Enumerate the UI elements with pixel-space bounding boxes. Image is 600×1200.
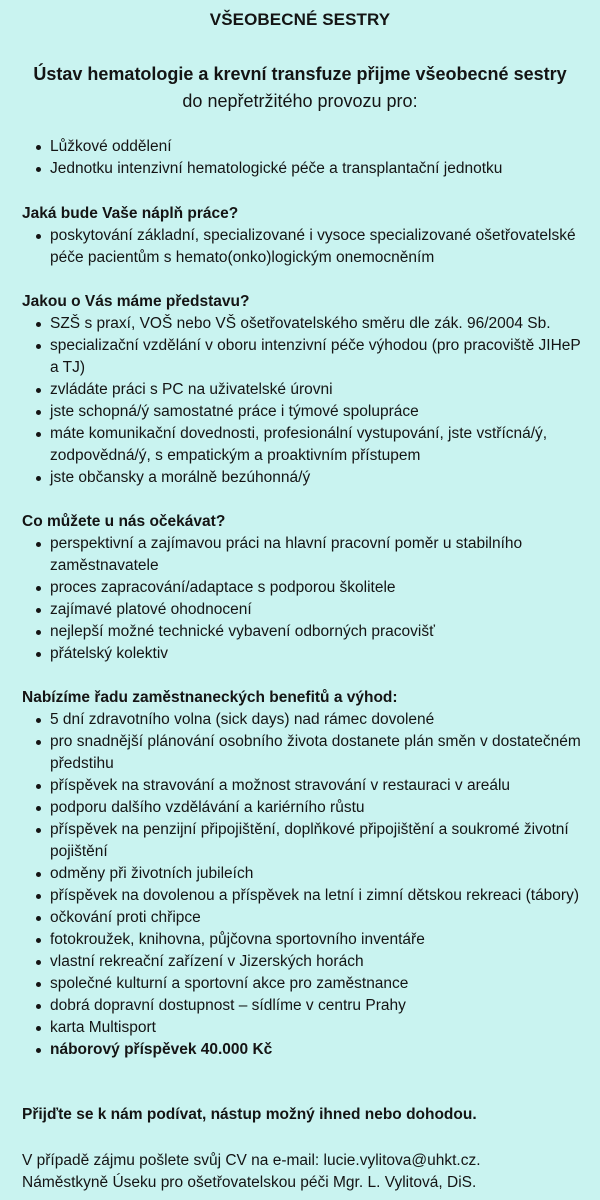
requirements-list — [22, 313, 582, 489]
lead-bold: Ústav hematologie a krevní transfuze přijme všeobecné sestry — [33, 64, 567, 84]
list-item: specializační vzdělání v oboru intenzivní péče výhodou (pro pracoviště JIHeP a TJ) — [50, 335, 582, 379]
list-item: příspěvek na penzijní připojištění, doplňkové připojištění a soukromé životní pojištění — [50, 819, 582, 863]
list-item: SZŠ s praxí, VOŠ nebo VŠ ošetřovatelského směru dle zák. 96/2004 Sb. — [50, 313, 582, 335]
list-item: karta Multisport — [50, 1017, 582, 1039]
list-item: přátelský kolektiv — [50, 643, 582, 665]
list-item: proces zapracování/adaptace s podporou školitele — [50, 577, 582, 599]
section-job-duties — [22, 203, 582, 269]
lead-regular: do nepřetržitého provozu pro: — [182, 91, 418, 111]
section-heading: Jaká bude Vaše náplň práce? — [22, 205, 239, 222]
contact-signature-line: Náměstkyně Úseku pro ošetřovatelskou péči Mgr. L. Vylitová, DiS. — [22, 1174, 477, 1191]
list-item: fotokroužek, knihovna, půjčovna sportovního inventáře — [50, 929, 582, 951]
contact-email-line: V případě zájmu pošlete svůj CV na e-mail: lucie.vylitova@uhkt.cz. — [22, 1152, 481, 1169]
list-item: 5 dní zdravotního volna (sick days) nad rámec dovolené — [50, 709, 582, 731]
benefits-list — [22, 709, 582, 1061]
list-item: příspěvek na stravování a možnost stravování v restauraci v areálu — [50, 775, 582, 797]
list-item: odměny při životních jubileích — [50, 863, 582, 885]
closing-statement: Přijďte se k nám podívat, nástup možný ihned nebo dohodou. — [22, 1106, 477, 1123]
list-item: perspektivní a zajímavou práci na hlavní pracovní poměr u stabilního zaměstnavatele — [50, 533, 582, 577]
list-item: příspěvek na dovolenou a příspěvek na letní i zimní dětskou rekreaci (tábory) — [50, 885, 582, 907]
section-expectations — [22, 511, 582, 665]
list-item: společné kulturní a sportovní akce pro zaměstnance — [50, 973, 582, 995]
departments-block — [22, 136, 582, 180]
section-heading: Nabízíme řadu zaměstnaneckých benefitů a výhod: — [22, 689, 398, 706]
list-item: očkování proti chřipce — [50, 907, 582, 929]
section-heading: Jakou o Vás máme představu? — [22, 293, 250, 310]
recruitment-bonus-item: náborový příspěvek 40.000 Kč — [50, 1039, 582, 1061]
list-item: vlastní rekreační zařízení v Jizerských horách — [50, 951, 582, 973]
contact-block — [22, 1150, 582, 1194]
list-item: Lůžkové oddělení — [50, 136, 582, 158]
list-item: zajímavé platové ohodnocení — [50, 599, 582, 621]
list-item: podporu dalšího vzdělávání a kariérního růstu — [50, 797, 582, 819]
section-heading: Co můžete u nás očekávat? — [22, 513, 226, 530]
list-item: dobrá dopravní dostupnost – sídlíme v centru Prahy — [50, 995, 582, 1017]
section-benefits — [22, 687, 582, 1061]
list-item: jste schopná/ý samostatné práce i týmové spolupráce — [50, 401, 582, 423]
duties-list — [22, 225, 582, 269]
list-item: zvládáte práci s PC na uživatelské úrovni — [50, 379, 582, 401]
departments-list — [22, 136, 582, 180]
expectations-list — [22, 533, 582, 665]
list-item: poskytování základní, specializované i vysoce specializované ošetřovatelské péče pacientům s hemato(onko)logickým onemocněním — [50, 225, 582, 269]
list-item: máte komunikační dovednosti, profesionální vystupování, jste vstřícná/ý, zodpovědná/ý, s empatickým a proaktivním přístupem — [50, 423, 582, 467]
list-item: jste občansky a morálně bezúhonná/ý — [50, 467, 582, 489]
list-item: nejlepší možné technické vybavení odborných pracovišť — [50, 621, 582, 643]
list-item: pro snadnější plánování osobního života dostanete plán směn v dostatečném předstihu — [50, 731, 582, 775]
page-title: VŠEOBECNÉ SESTRY — [209, 10, 391, 29]
section-requirements — [22, 291, 582, 489]
lead-paragraph — [30, 61, 570, 115]
list-item: Jednotku intenzivní hematologické péče a transplantační jednotku — [50, 158, 582, 180]
